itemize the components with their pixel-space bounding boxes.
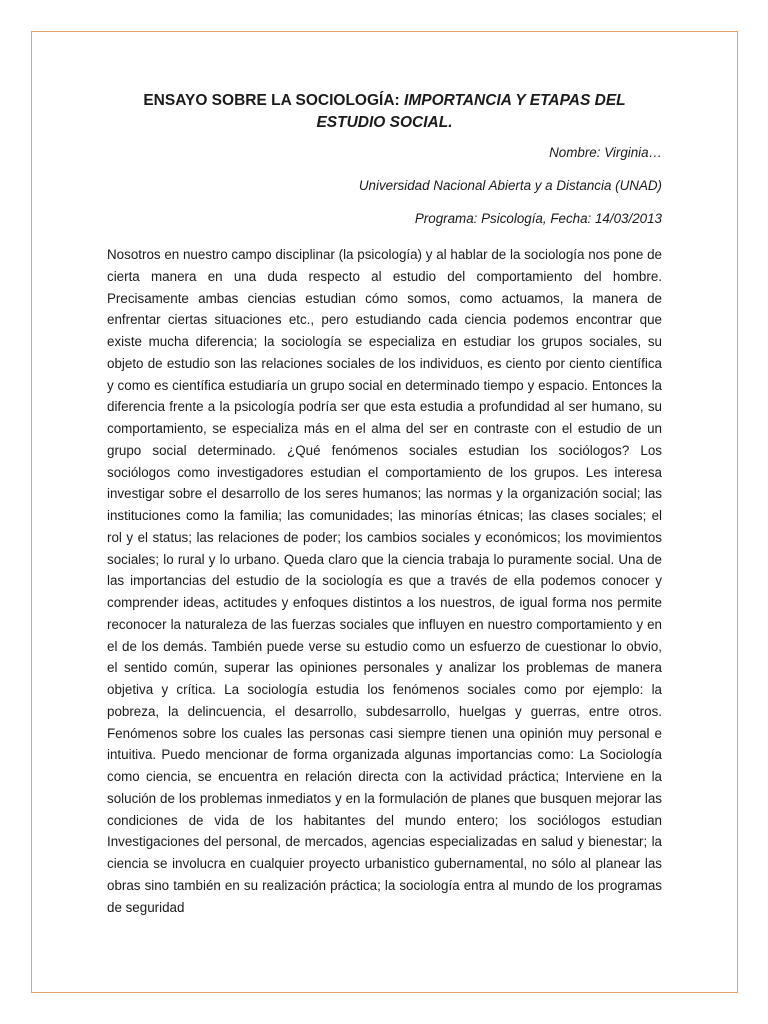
author-name: Nombre: Virginia… [549, 145, 662, 160]
title-bold: ENSAYO SOBRE LA SOCIOLOGÍA: [143, 92, 405, 109]
document-title [107, 90, 662, 134]
university: Universidad Nacional Abierta y a Distancia (UNAD) [358, 178, 662, 193]
document-content [107, 90, 662, 918]
program-date: Programa: Psicología, Fecha: 14/03/2013 [414, 211, 662, 226]
essay-body: Nosotros en nuestro campo disciplinar (la psicología) y al hablar de la sociología nos pone de cierta manera en una duda respecto al estudio del comportamiento del hombre. Precisamente ambas ciencias estudian cómo somos, como actuamos, la manera de enfrentar ciertas situaciones etc., pero estudiando cada ciencia podemos encontrar que existe mucha diferencia; la sociología se especializa en estudiar los grupos sociales, su objeto de estudio son las relaciones sociales de los individuos, es ciento por ciento científica y como es científica estudiaría un grupo social en determinado tiempo y espacio. Entonces la diferencia frente a la psicología podría ser que esta estudia a profundidad al ser humano, su comportamiento, se especializa más en el alma del ser en contraste con el estudio de un grupo social determinado. ¿Qué fenómenos sociales estudian los sociólogos? Los sociólogos como investigadores estudian el comportamiento de los grupos. Les interesa investigar sobre el desarrollo de los seres humanos; las normas y la organización social; las instituciones como la familia; las comunidades; las minorías étnicas; las clases sociales; el rol y el status; las relaciones de poder; los cambios sociales y económicos; los movimientos sociales; lo rural y lo urbano. Queda claro que la ciencia trabaja lo puramente social. Una de las importancias del estudio de la sociología es que a través de ella podemos conocer y comprender ideas, actitudes y enfoques distintos a los nuestros, de igual forma nos permite reconocer la naturaleza de las fuerzas sociales que influyen en nuestro comportamiento y en el de los demás. También puede verse su estudio como un esfuerzo de cuestionar lo obvio, el sentido común, superar las opiniones personales y analizar los problemas de manera objetiva y crítica. La sociología estudia los fenómenos sociales como por ejemplo: la pobreza, la delincuencia, el desarrollo, subdesarrollo, huelgas y guerras, entre otros. Fenómenos sobre los cuales las personas casi siempre tienen una opinión muy personal e intuitiva. Puedo mencionar de forma organizada algunas importancias como: La Sociología como ciencia, se encuentra en relación directa con la actividad práctica; Interviene en la solución de los problemas inmediatos y en la formulación de planes que busquen mejorar las condiciones de vida de los habitantes del mundo entero; los sociólogos estudian Investigaciones del personal, de mercados, agencias especializadas en salud y bienestar; la ciencia se involucra en cualquier proyecto urbanistico gubernamental, no sólo al planear las obras sino también en su realización práctica; la sociología entra al mundo de los programas de seguridad [107, 247, 662, 915]
title-italic: IMPORTANCIA Y ETAPAS DEL ESTUDIO SOCIAL. [316, 92, 626, 131]
